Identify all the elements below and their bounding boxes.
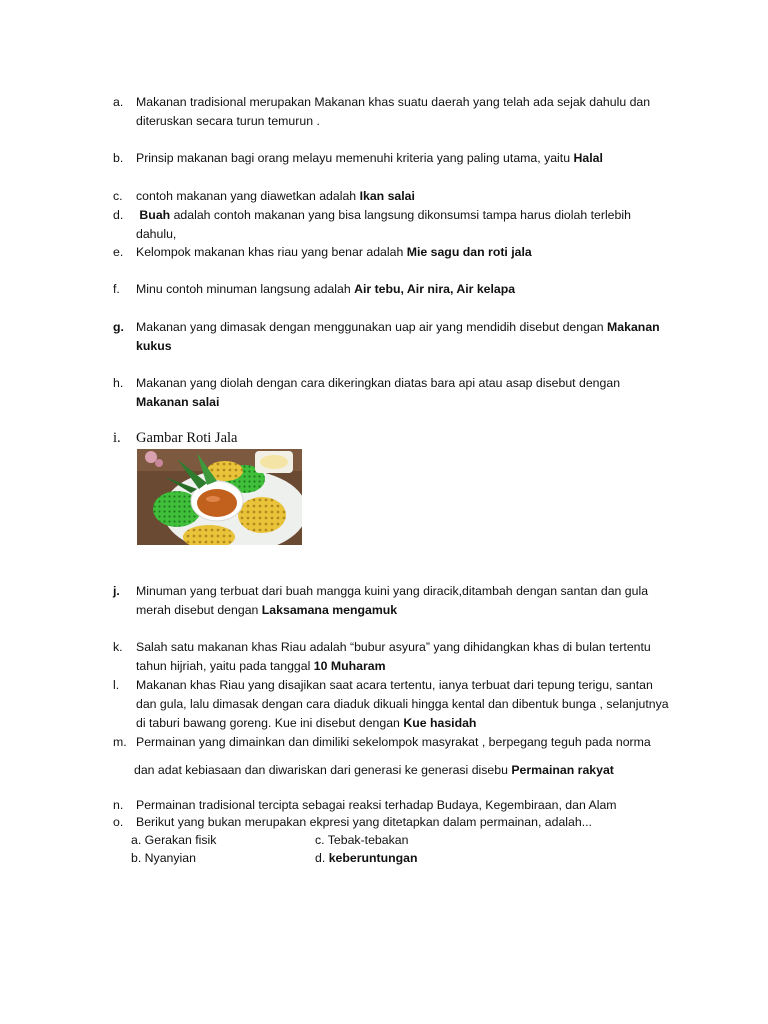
item-m-continuation xyxy=(111,761,671,780)
item-answer: Mie sagu dan roti jala xyxy=(406,245,532,259)
item-text: Makanan tradisional merupakan Makanan khas suatu daerah yang telah ada sejak dahulu dan diteruskan secara turun temurun . xyxy=(136,95,651,128)
item-label: m. xyxy=(113,735,127,749)
option-text: c. Tebak-tebakan xyxy=(315,833,409,847)
item-text: dan adat kebiasaan dan diwariskan dari generasi ke generasi disebu xyxy=(134,763,512,777)
item-m xyxy=(113,733,673,752)
item-l xyxy=(113,676,673,733)
item-answer: Laksamana mengamuk xyxy=(261,603,398,617)
item-text: Gambar Roti Jala xyxy=(136,430,238,446)
roti-jala-photo xyxy=(137,449,302,545)
item-label: c. xyxy=(113,189,123,203)
item-lead-answer: Buah xyxy=(139,208,171,222)
item-label: g. xyxy=(113,320,124,334)
item-k xyxy=(113,638,673,676)
item-label: i. xyxy=(113,430,121,446)
item-text: Minu contoh minuman langsung adalah xyxy=(136,282,355,296)
item-text: Permainan tradisional tercipta sebagai reaksi terhadap Budaya, Kegembiraan, dan Alam xyxy=(136,798,617,812)
item-answer: Makanan kukus xyxy=(136,320,660,353)
item-answer: 10 Muharam xyxy=(313,659,386,673)
option-text: d. xyxy=(315,851,329,865)
item-c xyxy=(113,187,673,206)
item-answer: Ikan salai xyxy=(359,189,415,203)
item-o xyxy=(113,813,673,832)
item-text: Makanan yang diolah dengan cara dikeringkan diatas bara api atau asap disebut dengan xyxy=(136,376,621,390)
item-label: f. xyxy=(113,282,120,296)
item-label: h. xyxy=(113,376,124,390)
item-text: Berikut yang bukan merupakan ekpresi yang ditetapkan dalam permainan, adalah... xyxy=(136,815,592,829)
item-text: Minuman yang terbuat dari buah mangga kuini yang diracik,ditambah dengan santan dan gula merah disebut dengan xyxy=(136,584,649,617)
item-text: Makanan khas Riau yang disajikan saat acara tertentu, ianya terbuat dari tepung terigu, santan dan gula, lalu dimasak dengan cara diaduk dikuali hingga kental dan dibentuk bunga , selanjutnya di taburi bawang goreng. Kue ini disebut dengan xyxy=(136,678,669,730)
item-answer: Halal xyxy=(573,151,603,165)
item-g xyxy=(113,318,673,356)
item-text: Permainan yang dimainkan dan dimiliki sekelompok masyrakat , berpegang teguh pada norma xyxy=(136,735,651,749)
item-i xyxy=(113,429,673,448)
item-answer: Permainan rakyat xyxy=(511,763,614,777)
option-c xyxy=(315,831,408,849)
item-answer: Air tebu, Air nira, Air kelapa xyxy=(354,282,516,296)
item-b xyxy=(113,149,673,168)
item-label: a. xyxy=(113,95,124,109)
item-d xyxy=(113,206,673,244)
roti-jala-image xyxy=(137,449,302,545)
item-answer: Makanan salai xyxy=(136,395,220,409)
item-a xyxy=(113,93,673,131)
item-e xyxy=(113,243,673,262)
option-text: a. Gerakan fisik xyxy=(131,833,217,847)
item-label: d. xyxy=(113,208,124,222)
item-text: Makanan yang dimasak dengan menggunakan uap air yang mendidih disebut dengan xyxy=(136,320,608,334)
item-text: Prinsip makanan bagi orang melayu memenuhi kriteria yang paling utama, yaitu xyxy=(136,151,574,165)
item-label: o. xyxy=(113,815,124,829)
item-f xyxy=(113,280,673,299)
item-j xyxy=(113,582,673,620)
option-d xyxy=(315,849,418,867)
item-text: contoh makanan yang diawetkan adalah xyxy=(136,189,360,203)
item-label: k. xyxy=(113,640,123,654)
item-label: j. xyxy=(113,584,120,598)
item-label: l. xyxy=(113,678,120,692)
item-h xyxy=(113,374,673,412)
item-label: n. xyxy=(113,798,124,812)
item-label: e. xyxy=(113,245,124,259)
option-a xyxy=(131,831,216,849)
item-text: adalah contoh makanan yang bisa langsung dikonsumsi tampa harus diolah terlebih dahulu, xyxy=(136,208,631,241)
option-text: b. Nyanyian xyxy=(131,851,196,865)
option-b xyxy=(131,849,196,867)
option-answer: keberuntungan xyxy=(328,851,418,865)
item-text: Salah satu makanan khas Riau adalah “bubur asyura” yang dihidangkan khas di bulan tertentu tahun hijriah, yaitu pada tanggal xyxy=(136,640,651,673)
item-text: Kelompok makanan khas riau yang benar adalah xyxy=(136,245,407,259)
item-label: b. xyxy=(113,151,124,165)
item-answer: Kue hasidah xyxy=(403,716,477,730)
